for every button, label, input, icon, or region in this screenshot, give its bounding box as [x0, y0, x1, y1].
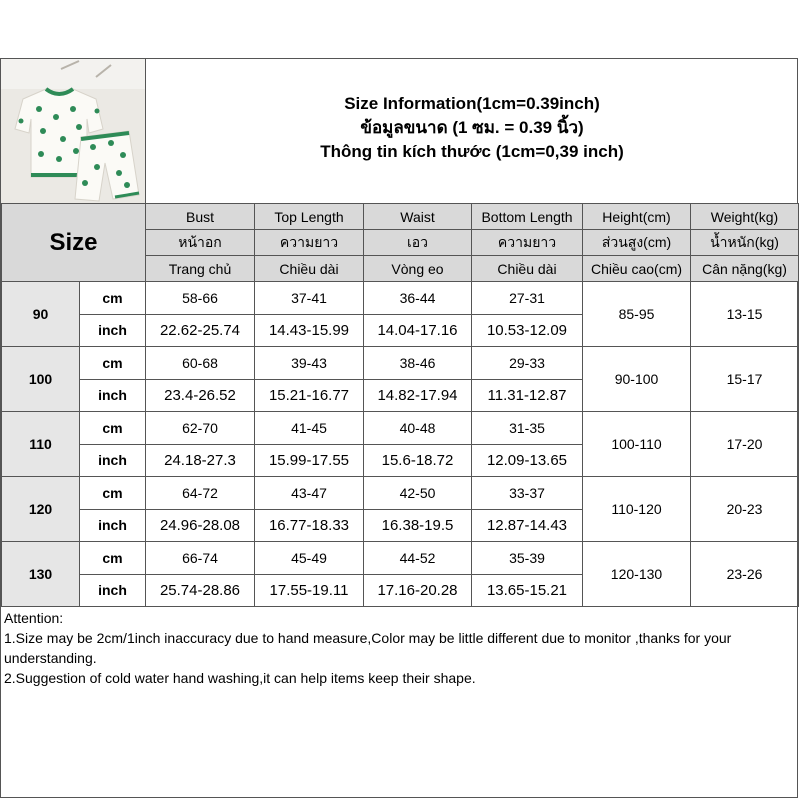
inch-value: 17.55-19.11: [255, 574, 364, 607]
note-1: 1.Size may be 2cm/1inch inaccuracy due to hand measure,Color may be little different due to monitor ,thanks for your understanding.: [4, 630, 732, 666]
height-value: 90-100: [583, 347, 691, 412]
table-row: [2, 412, 799, 445]
unit-inch-label: inch: [80, 314, 146, 347]
table-row: [2, 477, 799, 510]
title-thai: ข้อมูลขนาด (1 ซม. = 0.39 นิ้ว): [360, 118, 584, 137]
weight-value: 23-26: [691, 542, 799, 607]
col-bottom-length-vi: Chiều dài: [472, 256, 583, 282]
table-row: [2, 347, 799, 380]
table-row: [2, 282, 799, 315]
size-value: 100: [2, 347, 80, 412]
col-waist-en: Waist: [364, 204, 472, 230]
cm-value: 33-37: [472, 477, 583, 510]
cm-value: 42-50: [364, 477, 472, 510]
unit-cm-label: cm: [80, 412, 146, 445]
product-photo-icon: [1, 59, 145, 203]
col-weight-en: Weight(kg): [691, 204, 799, 230]
inch-value: 24.18-27.3: [146, 444, 255, 477]
size-table: [1, 203, 799, 607]
inch-value: 14.43-15.99: [255, 314, 364, 347]
unit-cm-label: cm: [80, 477, 146, 510]
size-value: 120: [2, 477, 80, 542]
inch-value: 25.74-28.86: [146, 574, 255, 607]
inch-value: 10.53-12.09: [472, 314, 583, 347]
col-bust-th: หน้าอก: [146, 230, 255, 256]
unit-inch-label: inch: [80, 509, 146, 542]
inch-value: 17.16-20.28: [364, 574, 472, 607]
col-bottom-length-th: ความยาว: [472, 230, 583, 256]
col-top-length-th: ความยาว: [255, 230, 364, 256]
cm-value: 35-39: [472, 542, 583, 575]
col-top-length-en: Top Length: [255, 204, 364, 230]
height-value: 120-130: [583, 542, 691, 607]
size-heading: Size: [2, 204, 146, 282]
cm-value: 62-70: [146, 412, 255, 445]
cm-value: 36-44: [364, 282, 472, 315]
header-row-en: [2, 204, 799, 230]
col-waist-th: เอว: [364, 230, 472, 256]
size-value: 110: [2, 412, 80, 477]
cm-value: 45-49: [255, 542, 364, 575]
weight-value: 13-15: [691, 282, 799, 347]
cm-value: 64-72: [146, 477, 255, 510]
inch-value: 14.82-17.94: [364, 379, 472, 412]
unit-cm-label: cm: [80, 542, 146, 575]
height-value: 110-120: [583, 477, 691, 542]
cm-value: 43-47: [255, 477, 364, 510]
col-waist-vi: Vòng eo: [364, 256, 472, 282]
col-height-en: Height(cm): [583, 204, 691, 230]
title-block: [146, 92, 798, 164]
inch-value: 12.87-14.43: [472, 509, 583, 542]
inch-value: 16.38-19.5: [364, 509, 472, 542]
cm-value: 41-45: [255, 412, 364, 445]
size-value: 130: [2, 542, 80, 607]
col-bust-vi: Trang chủ: [146, 256, 255, 282]
cm-value: 44-52: [364, 542, 472, 575]
weight-value: 15-17: [691, 347, 799, 412]
weight-value: 20-23: [691, 477, 799, 542]
inch-value: 23.4-26.52: [146, 379, 255, 412]
size-table-body: [2, 282, 799, 607]
note-2: 2.Suggestion of cold water hand washing,it can help items keep their shape.: [4, 670, 476, 686]
cm-value: 66-74: [146, 542, 255, 575]
cm-value: 58-66: [146, 282, 255, 315]
cm-value: 40-48: [364, 412, 472, 445]
col-height-th: ส่วนสูง(cm): [583, 230, 691, 256]
cm-value: 39-43: [255, 347, 364, 380]
col-top-length-vi: Chiều dài: [255, 256, 364, 282]
weight-value: 17-20: [691, 412, 799, 477]
inch-value: 22.62-25.74: [146, 314, 255, 347]
unit-inch-label: inch: [80, 379, 146, 412]
product-photo: [1, 59, 146, 203]
inch-value: 13.65-15.21: [472, 574, 583, 607]
cm-value: 60-68: [146, 347, 255, 380]
note-heading: Attention:: [4, 610, 64, 626]
cm-value: 27-31: [472, 282, 583, 315]
unit-inch-label: inch: [80, 444, 146, 477]
inch-value: 14.04-17.16: [364, 314, 472, 347]
size-value: 90: [2, 282, 80, 347]
col-bottom-length-en: Bottom Length: [472, 204, 583, 230]
col-height-vi: Chiều cao(cm): [583, 256, 691, 282]
inch-value: 12.09-13.65: [472, 444, 583, 477]
unit-inch-label: inch: [80, 574, 146, 607]
title-vietnamese: Thông tin kích thước (1cm=0,39 inch): [320, 142, 624, 161]
unit-cm-label: cm: [80, 282, 146, 315]
col-bust-en: Bust: [146, 204, 255, 230]
cm-value: 29-33: [472, 347, 583, 380]
height-value: 85-95: [583, 282, 691, 347]
col-weight-vi: Cân nặng(kg): [691, 256, 799, 282]
table-row: [2, 542, 799, 575]
inch-value: 16.77-18.33: [255, 509, 364, 542]
cm-value: 37-41: [255, 282, 364, 315]
title-english: Size Information(1cm=0.39inch): [344, 94, 600, 113]
cm-value: 31-35: [472, 412, 583, 445]
inch-value: 11.31-12.87: [472, 379, 583, 412]
height-value: 100-110: [583, 412, 691, 477]
inch-value: 15.99-17.55: [255, 444, 364, 477]
inch-value: 24.96-28.08: [146, 509, 255, 542]
inch-value: 15.21-16.77: [255, 379, 364, 412]
attention-notes: [4, 608, 796, 688]
inch-value: 15.6-18.72: [364, 444, 472, 477]
col-weight-th: น้ำหนัก(kg): [691, 230, 799, 256]
unit-cm-label: cm: [80, 347, 146, 380]
cm-value: 38-46: [364, 347, 472, 380]
